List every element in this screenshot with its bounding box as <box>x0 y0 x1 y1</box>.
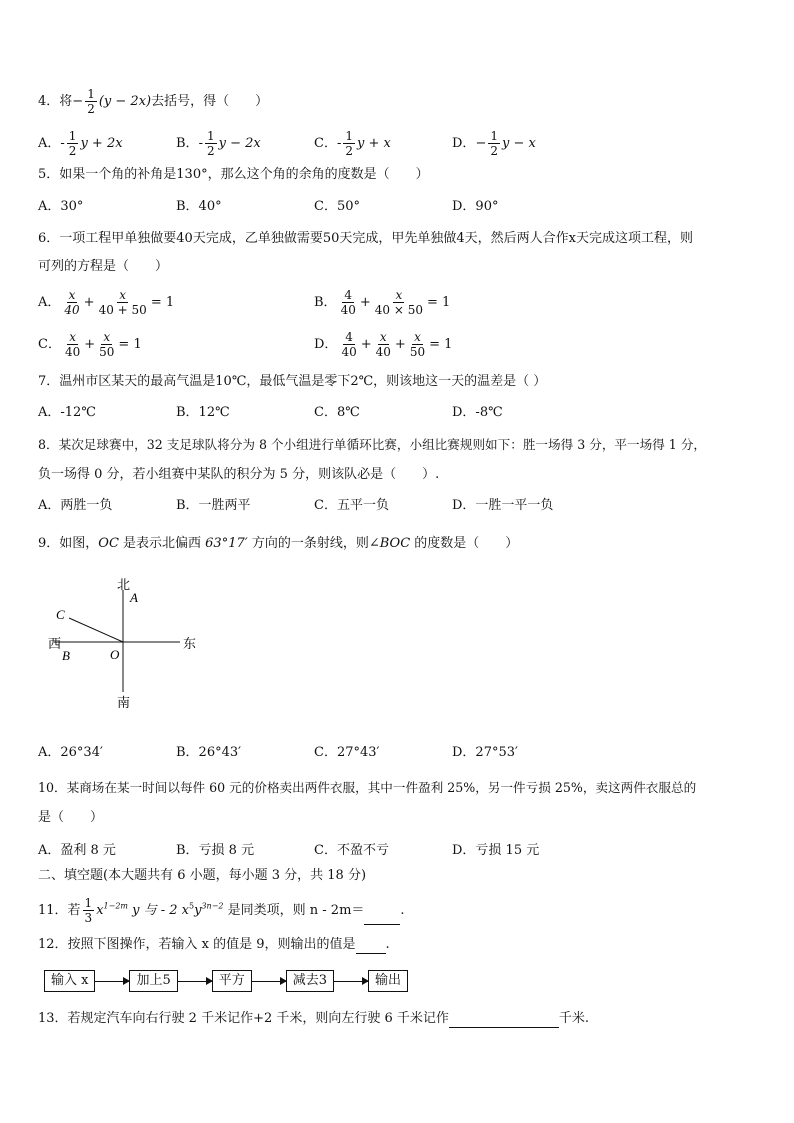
q10-option-d: D．亏损 15 元 <box>452 843 540 858</box>
question-7: 7．温州市区某天的最高气温是10℃，最低气温是零下2℃，则该地这一天的温差是（ ） <box>38 374 547 389</box>
q13-answer-blank[interactable] <box>449 1013 559 1028</box>
ray-oc-label: OC <box>98 536 119 551</box>
flow-box-subtract3: 减去3 <box>286 970 334 992</box>
q5-option-b: B．40° <box>176 199 222 214</box>
q8-option-b: B．一胜两平 <box>176 498 251 513</box>
question-8-line2: 负一场得 0 分，若小组赛中某队的积分为 5 分，则该队必是（ ）. <box>38 467 440 482</box>
q4-option-d: D．− $\frac{1}{2}$ y − x <box>452 129 536 158</box>
q4-expression: (y − 2x) <box>98 94 152 109</box>
ray-oc <box>69 618 123 642</box>
section-2-heading: 二、填空题(本大题共有 6 小题，每小题 3 分，共 18 分) <box>38 868 367 883</box>
question-10-line2: 是（ ） <box>38 810 104 825</box>
q5-option-c: C．50° <box>314 199 360 214</box>
question-12: 12．按照下图操作，若输入 x 的值是 9，则输出的值是 . <box>38 937 390 952</box>
q11-fraction: $\frac{1}{3}$ <box>84 896 93 925</box>
point-c-label: C <box>56 607 65 622</box>
origin-o-label: O <box>110 647 120 662</box>
q10-option-c: C．不盈不亏 <box>314 843 389 858</box>
q11-answer-blank[interactable] <box>364 910 400 925</box>
q6-option-a: A． $\frac{x}{40}$ + $\frac{x}{40 + 50}$ = 1 <box>38 288 175 317</box>
q9-option-d: D．27°53′ <box>452 745 518 760</box>
question-11: 11．若 $\frac{1}{3}$ $x^{1-2m}$ y 与 - 2 $x^5y^{3n-2}$ 是同类项，则 n - 2m＝ . <box>38 896 405 925</box>
north-label: 北 <box>117 577 131 592</box>
flow-arrow <box>95 981 129 982</box>
east-label: 东 <box>183 636 197 651</box>
question-5: 5．如果一个角的补角是130°，那么这个角的余角的度数是（ ） <box>38 167 429 182</box>
angle-boc-label: ∠BOC <box>368 536 411 551</box>
question-9: 9．如图，OC 是表示北偏西 63°17′ 方向的一条射线，则∠BOC 的度数是（ ） <box>38 536 519 551</box>
q4-text: 将 <box>59 94 73 109</box>
point-a-label: A <box>130 590 138 605</box>
q10-option-a: A．盈利 8 元 <box>38 843 116 858</box>
q7-option-c: C．8℃ <box>314 405 360 420</box>
q6-option-c: C． $\frac{x}{40}$ + $\frac{x}{50}$ = 1 <box>38 330 142 359</box>
q7-option-a: A．-12℃ <box>38 405 96 420</box>
q4-text-end: 去括号，得（ ） <box>151 94 269 109</box>
q6-option-b: B． $\frac{4}{40}$ + $\frac{x}{40 \times 50}$ = 1 <box>314 288 451 317</box>
q8-option-a: A．两胜一负 <box>38 498 113 513</box>
flow-arrow <box>334 981 368 982</box>
flow-box-input: 输入 x <box>44 970 95 992</box>
q4-option-c: C．- $\frac{1}{2}$ y + x <box>314 129 391 158</box>
q5-option-d: D．90° <box>452 199 499 214</box>
question-8-line1: 8．某次足球赛中，32 支足球队将分为 8 个小组进行单循环比赛，小组比赛规则如下：胜一场得 3 分，平一场得 1 分， <box>38 437 707 452</box>
flow-arrow <box>178 981 212 982</box>
flow-box-output: 输出 <box>368 970 408 992</box>
q4-number: 4． <box>38 94 60 109</box>
q7-option-b: B．12℃ <box>176 405 230 420</box>
q4-option-b: B．- $\frac{1}{2}$ y − 2x <box>176 129 261 158</box>
angle-value: 63°17′ <box>205 536 248 551</box>
west-label: 西 <box>48 636 62 651</box>
q10-option-b: B．亏损 8 元 <box>176 843 255 858</box>
question-10-line1: 10．某商场在某一时间以每件 60 元的价格卖出两件衣服，其中一件盈利 25%，另一件亏损 25%，卖这两件衣服总的 <box>38 780 697 795</box>
q9-option-b: B．26°43′ <box>176 745 242 760</box>
question-4 <box>38 87 268 116</box>
flow-box-add5: 加上5 <box>129 970 177 992</box>
q4-sign: − <box>72 94 84 109</box>
q4-option-a: A．- $\frac{1}{2}$ y + 2x <box>38 129 123 158</box>
q5-option-a: A．30° <box>38 199 84 214</box>
question-6-line2: 可列的方程是（ ） <box>38 259 169 274</box>
q9-option-a: A．26°34′ <box>38 745 103 760</box>
q12-flowchart <box>44 970 408 992</box>
q4-fraction: $\frac{1}{2}$ <box>87 87 95 116</box>
q12-answer-blank[interactable] <box>356 939 386 954</box>
question-13: 13．若规定汽车向右行驶 2 千米记作+2 千米，则向左行驶 6 千米记作 千米. <box>38 1011 590 1026</box>
question-6-line1: 6．一项工程甲单独做要40天完成，乙单独做需要50天完成，甲先单独做4天，然后两人合作x天完成这项工程，则 <box>38 231 693 246</box>
q7-option-d: D．-8℃ <box>452 405 503 420</box>
point-b-label: B <box>62 648 70 663</box>
q9-option-c: C．27°43′ <box>314 745 380 760</box>
q6-option-d: D． $\frac{4}{40}$ + $\frac{x}{40}$ + $\frac{x}{50}$ = 1 <box>314 330 453 359</box>
flow-arrow <box>252 981 286 982</box>
flow-box-square: 平方 <box>212 970 252 992</box>
q8-option-d: D．一胜一平一负 <box>452 498 554 513</box>
compass-diagram <box>40 572 220 722</box>
q8-option-c: C．五平一负 <box>314 498 389 513</box>
south-label: 南 <box>117 695 131 710</box>
